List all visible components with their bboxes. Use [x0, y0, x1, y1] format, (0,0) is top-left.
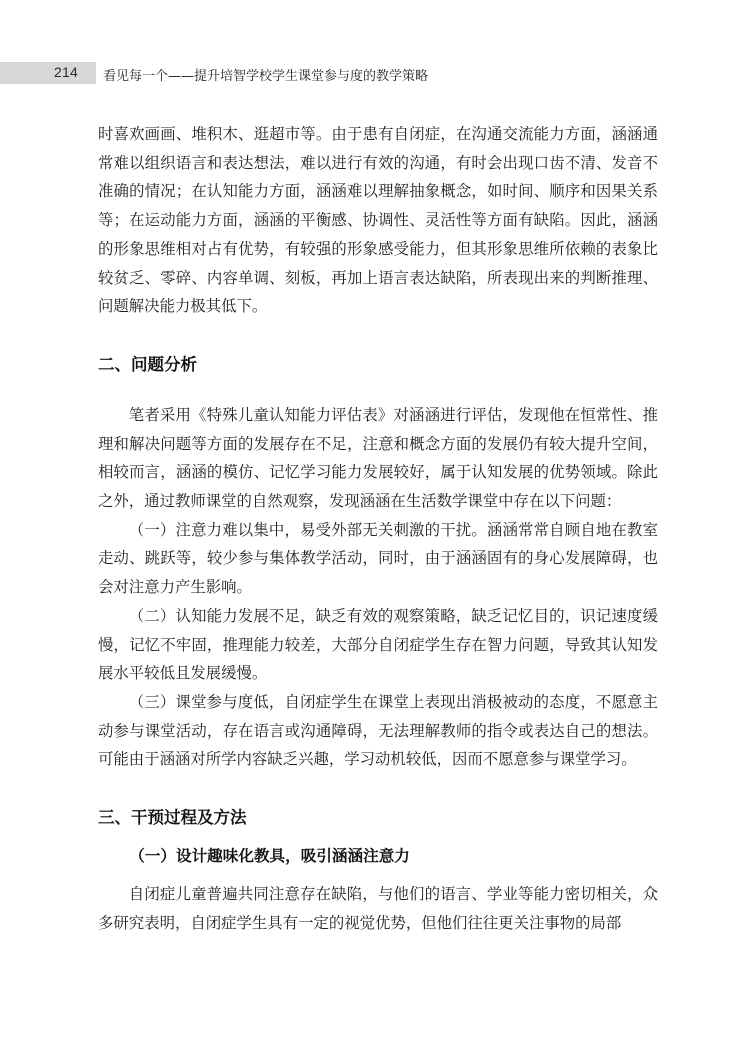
problem-one-paragraph: （一）注意力难以集中，易受外部无关刺激的干扰。涵涵常常自顾自地在教室走动、跳跃等，较少参与集体教学活动，同时，由于涵涵固有的身心发展障碍，也会对注意力产生影响。	[98, 520, 658, 597]
problem-two-paragraph: （二）认知能力发展不足，缺乏有效的观察策略，缺乏记忆目的，识记速度缓慢，记忆不牢固，推理能力较差，大部分自闭症学生存在智力问题，导致其认知发展水平较低且发展缓慢。	[98, 606, 658, 683]
section-two-heading: 二、问题分析	[98, 354, 197, 374]
section-three-heading: 三、干预过程及方法	[98, 808, 247, 828]
subsection-one-paragraph: 自闭症儿童普遍共同注意存在缺陷，与他们的语言、学业等能力密切相关，众多研究表明，自闭症学生具有一定的视觉优势，但他们往往更关注事物的局部	[98, 885, 658, 932]
page-number-tab	[0, 62, 96, 84]
problem-three-paragraph: （三）课堂参与度低，自闭症学生在课堂上表现出消极被动的态度，不愿意主动参与课堂活动，存在语言或沟通障碍，无法理解教师的指令或表达自己的想法。可能由于涵涵对所学内容缺乏兴趣，学习动机较低，因而不愿意参与课堂学习。	[98, 692, 658, 769]
intro-paragraph: 时喜欢画画、堆积木、逛超市等。由于患有自闭症，在沟通交流能力方面，涵涵通常难以组织语言和表达想法，难以进行有效的沟通，有时会出现口齿不清、发音不准确的情况；在认知能力方面，涵涵难以理解抽象概念，如时间、顺序和因果关系等；在运动能力方面，涵涵的平衡感、协调性、灵活性等方面有缺陷。因此，涵涵的形象思维相对占有优势，有较强的形象感受能力，但其形象思维所依赖的表象比较贫乏、零碎、内容单调、刻板，再加上语言表达缺陷，所表现出来的判断推理、问题解决能力极其低下。	[98, 125, 658, 316]
running-head: 看见每一个——提升培智学校学生课堂参与度的教学策略	[103, 69, 429, 84]
page-number: 214	[54, 64, 78, 80]
subsection-one-heading: （一）设计趣味化教具，吸引涵涵注意力	[129, 847, 410, 866]
page-body	[98, 120, 658, 937]
page-header	[0, 62, 750, 84]
section-two-paragraph: 笔者采用《特殊儿童认知能力评估表》对涵涵进行评估，发现他在恒常性、推理和解决问题等方面的发展存在不足，注意和概念方面的发展仍有较大提升空间，相较而言，涵涵的模仿、记忆学习能力发展较好，属于认知发展的优势领域。除此之外，通过教师课堂的自然观察，发现涵涵在生活数学课堂中存在以下问题：	[98, 405, 658, 511]
